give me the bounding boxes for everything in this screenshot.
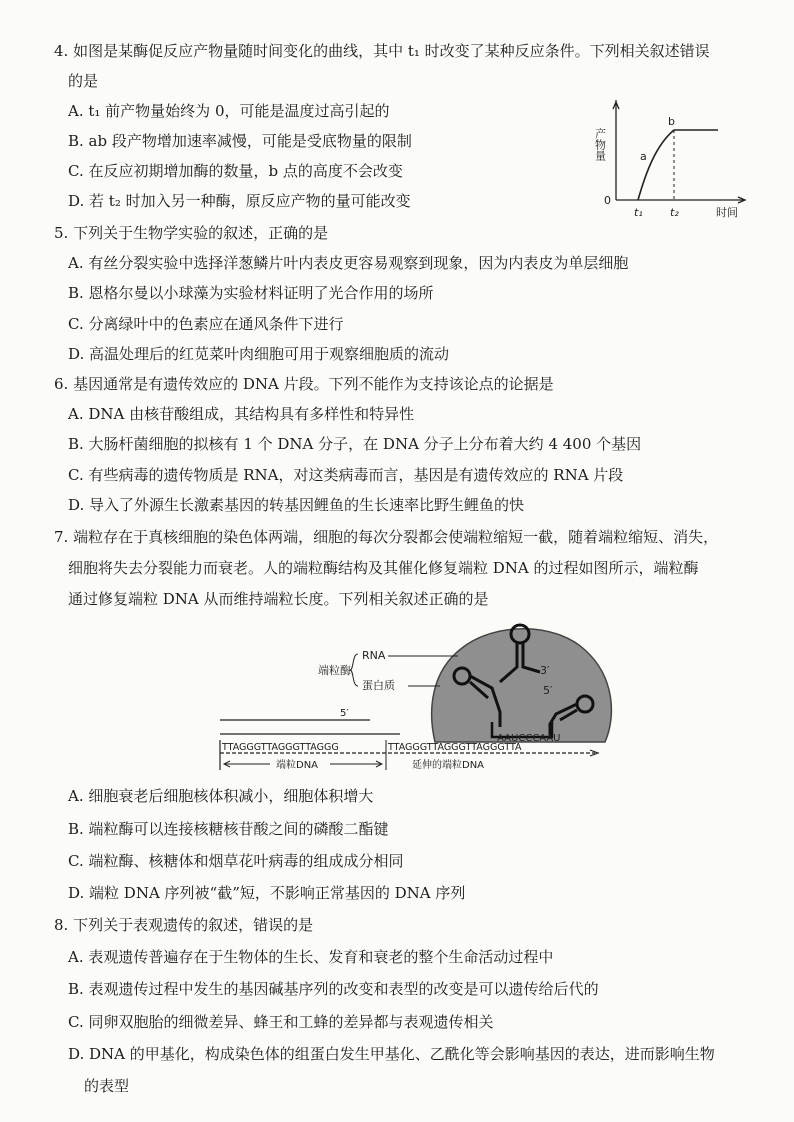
q6-option-b: B. 大肠杆菌细胞的拟核有 1 个 DNA 分子，在 DNA 分子上分布着大约 4 400 个基因 (68, 435, 642, 453)
q7-option-d: D. 端粒 DNA 序列被“截”短，不影响正常基因的 DNA 序列 (68, 884, 466, 902)
product-curve (638, 130, 718, 200)
q8-option-d: D. DNA 的甲基化，构成染色体的组蛋白发生甲基化、乙酰化等会影响基因的表达，进而影响生物 (68, 1045, 715, 1063)
q5-option-b: B. 恩格尔曼以小球藻为实验材料证明了光合作用的场所 (68, 284, 434, 302)
q5-option-d: D. 高温处理后的红苋菜叶肉细胞可用于观察细胞质的流动 (68, 345, 450, 363)
point-a-label: a (640, 150, 647, 163)
q8-option-a: A. 表观遗传普遍存在于生物体的生长、发育和衰老的整个生命活动过程中 (68, 948, 554, 966)
point-b-label: b (668, 115, 675, 128)
q7-option-c: C. 端粒酶、核糖体和烟草花叶病毒的组成成分相同 (68, 852, 404, 870)
x-axis-label: 时间 (716, 206, 738, 219)
t1-label: t₁ (634, 206, 643, 219)
q4-stem: 4. 如图是某酶促反应产物量随时间变化的曲线，其中 t₁ 时改变了某种反应条件。下列相关叙述错误 (54, 42, 710, 60)
protein-label: 蛋白质 (362, 679, 395, 692)
q8-option-d-cont: 的表型 (84, 1077, 130, 1095)
q5-option-c: C. 分离绿叶中的色素应在通风条件下进行 (68, 315, 344, 333)
rna-5prime-label: 5′ (543, 684, 553, 697)
q4-option-b: B. ab 段产物增加速率减慢，可能是受底物量的限制 (68, 132, 412, 150)
q7-option-b: B. 端粒酶可以连接核糖核苷酸之间的磷酸二酯键 (68, 820, 389, 838)
q7-stem-cont2: 通过修复端粒 DNA 从而维持端粒长度。下列相关叙述正确的是 (68, 590, 489, 608)
dna-5prime-label: 5′ (340, 708, 349, 719)
q6-stem: 6. 基因通常是有遗传效应的 DNA 片段。下列不能作为支持该论点的论据是 (54, 375, 554, 393)
q4-stem-cont: 的是 (68, 72, 99, 90)
extended-dna-sequence: TTAGGGTTAGGGTTAGGGTTA (388, 742, 522, 753)
q6-option-d: D. 导入了外源生长激素基因的转基因鲤鱼的生长速率比野生鲤鱼的快 (68, 496, 525, 514)
telomere-dna-sequence: TTAGGGTTAGGGTTAGGG (222, 742, 339, 753)
q4-option-d: D. 若 t₂ 时加入另一种酶，原反应产物的量可能改变 (68, 192, 411, 210)
q5-option-a: A. 有丝分裂实验中选择洋葱鳞片叶内表皮更容易观察到现象，因为内表皮为单层细胞 (68, 254, 629, 272)
q7-option-a: A. 细胞衰老后细胞核体积减小，细胞体积增大 (68, 787, 374, 805)
label-brace (350, 654, 358, 686)
q7-stem: 7. 端粒存在于真核细胞的染色体两端，细胞的每次分裂都会使端粒缩短一截，随着端粒缩短、消失， (54, 528, 719, 546)
q4-product-time-graph (578, 100, 758, 225)
q5-stem: 5. 下列关于生物学实验的叙述，正确的是 (54, 224, 329, 242)
t2-label: t₂ (670, 206, 679, 219)
q8-option-b: B. 表观遗传过程中发生的基因碱基序列的改变和表型的改变是可以遗传给后代的 (68, 980, 599, 998)
origin-label: 0 (604, 194, 611, 207)
q7-stem-cont1: 细胞将失去分裂能力而衰老。人的端粒酶结构及其催化修复端粒 DNA 的过程如图所示，端粒酶 (68, 559, 699, 577)
q4-option-a: A. t₁ 前产物量始终为 0，可能是温度过高引起的 (68, 102, 390, 120)
telomere-dna-label: 端粒DNA (276, 760, 319, 771)
telomerase-diagram (200, 612, 620, 777)
y-axis-label: 产物量 (593, 128, 607, 161)
template-sequence: AAUCCCAAU (497, 733, 561, 744)
q8-stem: 8. 下列关于表观遗传的叙述，错误的是 (54, 916, 314, 934)
rna-3prime-label: 3′ (540, 664, 550, 677)
q6-option-c: C. 有些病毒的遗传物质是 RNA，对这类病毒而言，基因是有遗传效应的 RNA 片段 (68, 466, 624, 484)
rna-label: RNA (362, 649, 386, 662)
q6-option-a: A. DNA 由核苷酸组成，其结构具有多样性和特异性 (68, 405, 415, 423)
telomerase-label: 端粒酶 (318, 664, 351, 677)
q4-option-c: C. 在反应初期增加酶的数量，b 点的高度不会改变 (68, 162, 403, 180)
q8-option-c: C. 同卵双胞胎的细微差异、蜂王和工蜂的差异都与表观遗传相关 (68, 1013, 494, 1031)
extended-dna-label: 延伸的端粒DNA (412, 760, 485, 771)
